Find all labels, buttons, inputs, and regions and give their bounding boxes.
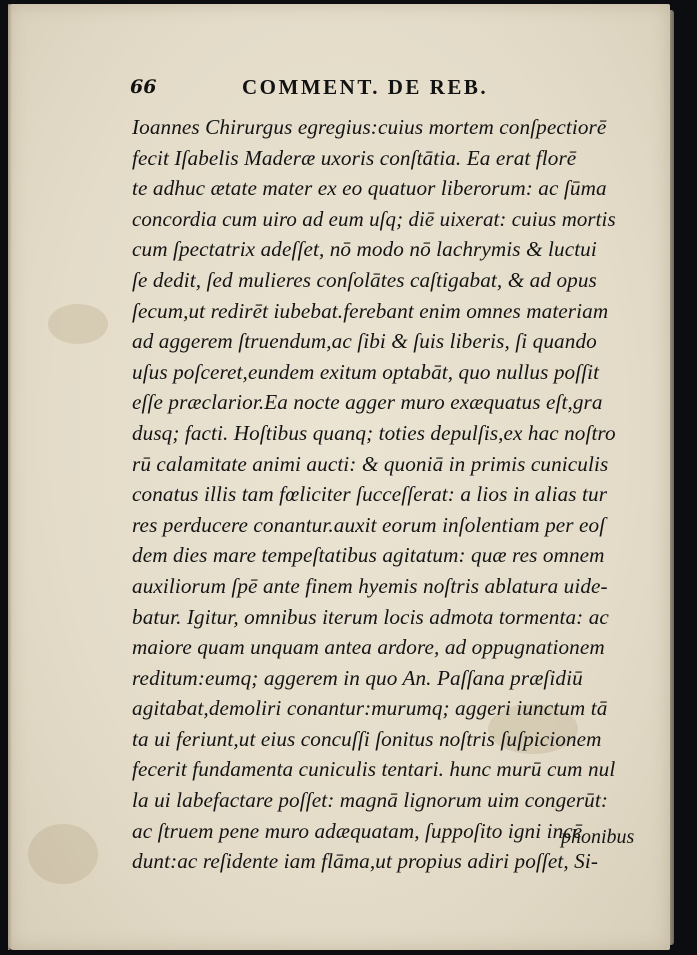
text-line: dem dies mare tempeſtatibus agitatum: quæ res omnem <box>132 543 605 568</box>
text-line: cum ſpectatrix adeſſet, nō modo nō lachrymis & luctui <box>132 237 597 262</box>
page-edge <box>8 4 12 950</box>
body-text <box>132 112 616 877</box>
text-line: dusq; facti. Hoſtibus quanq; toties depulſis,ex hac noſtro <box>132 420 616 445</box>
text-line: ad aggerem ſtruendum,ac ſibi & ſuis liberis, ſi quando <box>132 329 597 354</box>
text-line: dunt:ac reſidente iam flāma,ut propius adiri poſſet, Si- <box>132 849 598 874</box>
text-line: reditum:eumq; aggerem in quo An. Paſſana præſidiū <box>132 665 583 690</box>
text-line: ac ſtruem pene muro adæquatam, ſuppoſito igni incē <box>132 818 583 843</box>
text-line: te adhuc ætate mater ex eo quatuor liberorum: ac ſūma <box>132 176 607 201</box>
text-line: ſecum,ut redirēt iubebat.ferebant enim omnes materiam <box>132 298 609 323</box>
text-line: la ui labefactare poſſet: magnā lignorum uim congerūt: <box>132 788 608 813</box>
text-line: Ioannes Chirurgus egregius:cuius mortem conſpectiorē <box>132 115 607 139</box>
text-line: fecerit fundamenta cuniculis tentari. hunc murū cum nul <box>132 757 616 782</box>
running-head <box>130 72 600 106</box>
text-line: ta ui feriunt,ut eius concuſſi ſonitus noſtris ſuſpicionem <box>132 726 602 751</box>
running-title: COMMENT. DE REB. <box>242 75 489 99</box>
text-line: ſe dedit, ſed mulieres conſolātes caſtigabat, & ad opus <box>132 267 597 292</box>
text-line: conatus illis tam fœliciter ſucceſſerat: a lios in alias tur <box>132 482 608 507</box>
text-line: batur. Igitur, omnibus iterum locis admota tormenta: ac <box>132 604 609 629</box>
text-line: maiore quam unquam antea ardore, ad oppugnationem <box>132 635 605 660</box>
text-line: rū calamitate animi aucti: & quoniā in primis cuniculis <box>132 451 609 476</box>
text-line: eſſe præclarior.Ea nocte agger muro exæquatus eſt,gra <box>132 390 603 415</box>
page-number: 66 <box>130 76 157 98</box>
text-line: auxiliorum ſpē ante finem hyemis noſtris ablatura uide- <box>132 573 608 598</box>
paper-stain <box>48 304 108 344</box>
text-line: concordia cum uiro ad eum uſq; diē uixerat: cuius mortis <box>132 206 616 231</box>
text-line: fecit Iſabelis Maderæ uxoris conſtātia. Ea erat florē <box>132 145 577 170</box>
text-line: agitabat,demoliri conantur:murumq; aggeri iunctum tā <box>132 696 608 721</box>
text-line: uſus poſceret,eundem exitum optabāt, quo nullus poſſit <box>132 359 600 384</box>
text-line: res perducere conantur.auxit eorum inſolentiam per eoſ <box>132 512 606 537</box>
catchword: phonibus <box>561 826 635 848</box>
paper-stain <box>28 824 98 884</box>
